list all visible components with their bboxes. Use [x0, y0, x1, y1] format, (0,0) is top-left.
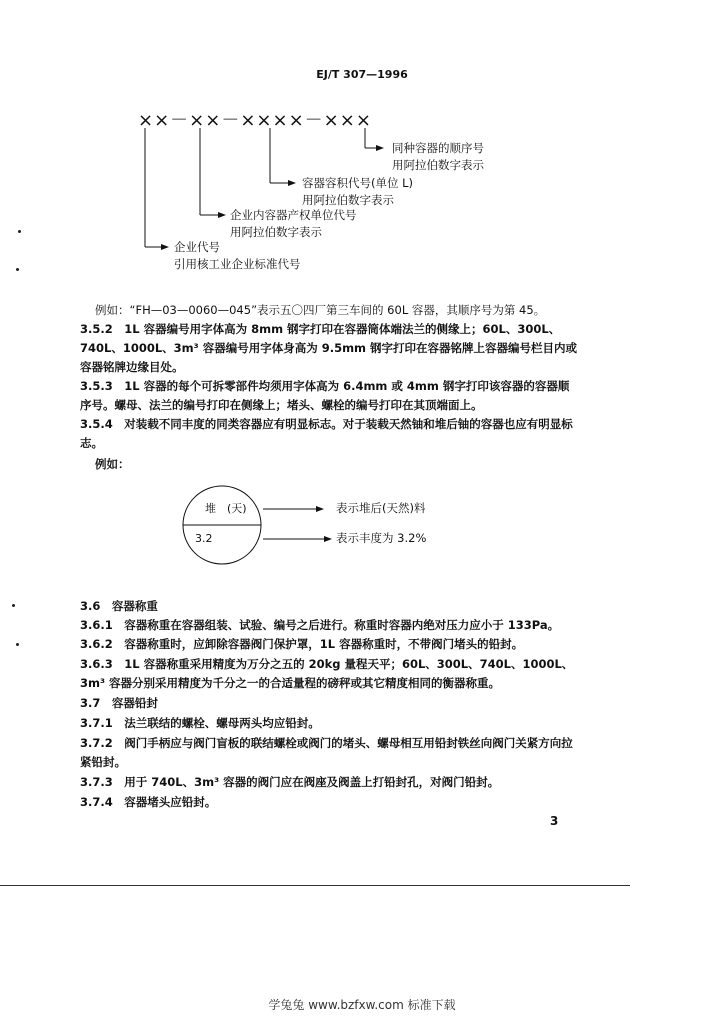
label-enterprise: 企业代号 引用核工业企业标准代号	[174, 240, 301, 271]
label-owner: 企业内容器产权单位代号 用阿拉伯数字表示	[230, 208, 357, 239]
page-number: 3	[550, 814, 559, 828]
example-1: 例如：“FH—03—0060—045”表示五〇四厂第三车间的 60L 容器，其顺序号为第 45。	[95, 303, 546, 317]
clause-3-5-4: 3.5.4 对装载不同丰度的同类容器应有明显标志。对于装载天然铀和堆后铀的容器也应有明显标志。	[80, 417, 573, 450]
circle-top-text: 堆 (天)	[205, 502, 247, 515]
page-header: EJ/T 307—1996	[316, 68, 408, 81]
label-volume: 容器容积代号(单位 L) 用阿拉伯数字表示	[302, 176, 414, 207]
arrow-label-2: 表示丰度为 3.2%	[336, 531, 427, 545]
clause-3-5-3: 3.5.3 1L 容器的每个可拆零部件均须用字体高为 6.4mm 或 4mm 钢字打印该容器的容器顺序号。螺母、法兰的编号打印在侧缘上；堵头、螺栓的编号打印在其顶端面上。	[80, 379, 570, 412]
example-2: 例如：	[95, 457, 130, 471]
clause-3-7-3: 3.7.3 用于 740L、3m³ 容器的阀门应在阀座及阀盖上打铅封孔，对阀门铅封。	[80, 775, 500, 789]
clause-3-7-2: 3.7.2 阀门手柄应与阀门盲板的联结螺栓或阀门的堵头、螺母相互用铅封铁丝向阀门关紧方向拉紧铅封。	[80, 736, 573, 769]
arrow-label-1: 表示堆后(天然)料	[336, 501, 426, 515]
section-3-6-title: 3.6 容器称重	[80, 599, 158, 613]
clause-3-6-3: 3.6.3 1L 容器称重采用精度为万分之五的 20kg 量程天平；60L、300L、740L、1000L、3m³ 容器分别采用精度为千分之一的合适量程的磅秤或其它精度相同的衡器称重。	[80, 657, 574, 690]
clause-3-7-4: 3.7.4 容器堵头应铅封。	[80, 795, 217, 809]
clause-3-6-1: 3.6.1 容器称重在容器组装、试验、编号之后进行。称重时容器内绝对压力应小于 133Pa。	[80, 618, 560, 632]
footer-watermark: 学兔兔 www.bzfxw.com 标准下载	[268, 998, 456, 1012]
clause-3-6-2: 3.6.2 容器称重时，应卸除容器阀门保护罩，1L 容器称重时，不带阀门堵头的铅封。	[80, 637, 524, 651]
label-sequence: 同种容器的顺序号 用阿拉伯数字表示	[392, 141, 484, 172]
circle-bottom-text: 3.2	[195, 532, 213, 545]
scan-speck	[16, 643, 19, 646]
scan-speck	[12, 604, 15, 607]
bottom-rule	[0, 885, 630, 886]
clause-3-5-2: 3.5.2 1L 容器编号用字体高为 8mm 钢字打印在容器筒体端法兰的侧缘上；60L、300L、740L、1000L、3m³ 容器编号用字体身高为 9.5mm 钢字打印在容器铭牌上容器编号栏目内或容器铭牌边缘目处。	[80, 322, 578, 374]
clause-3-7-1: 3.7.1 法兰联结的螺栓、螺母两头均应铅封。	[80, 716, 320, 730]
scan-speck	[16, 268, 19, 271]
code-format: ××－××－××××－×××	[138, 110, 372, 131]
section-3-7-title: 3.7 容器铅封	[80, 696, 158, 710]
scan-speck	[18, 230, 21, 233]
marker-circle	[181, 484, 263, 566]
